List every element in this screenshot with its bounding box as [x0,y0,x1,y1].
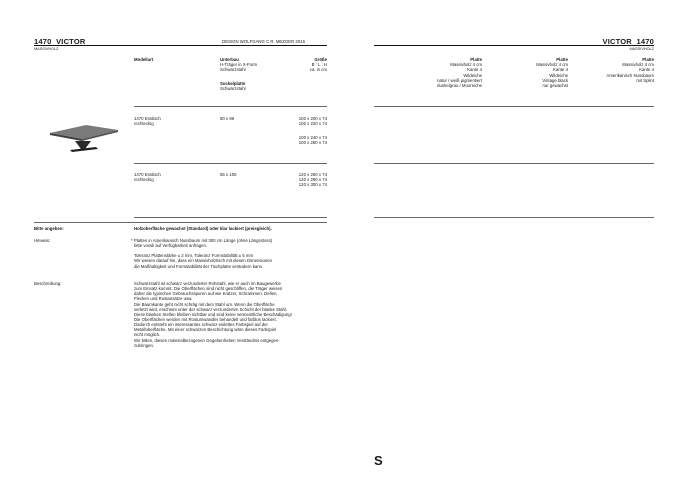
row2-model [134,172,161,182]
row-model-name: 1470 Esstisch [134,116,161,121]
platte-line: Massivholz 4 cm [536,62,568,68]
row2-sizes [268,172,327,188]
platte-line: Massivholz 4 cm [450,62,482,68]
platte-line: Vintage black [542,77,568,83]
platte-header: Platte [470,57,482,62]
brand-logo-icon [373,454,387,467]
size-value: 100 x 220 x 74 [298,121,327,127]
unterbau-text [220,62,257,72]
right-row-rule [374,217,654,218]
row1-sizes-b [268,135,327,145]
row-rule [134,106,327,107]
row1-base: 50 x 96 [220,116,235,121]
hinweis-line: Toleranz Plattenstärke ± 2 mm, Toleranz Formstabilität ± 5 mm [134,253,254,259]
platte-line: dunkelgrau / Mooreiche [437,82,482,88]
x-frame-base [70,141,98,152]
size-value: 120 x 300 x 74 [298,182,327,188]
beschreibung-line: Metalloberfläche. Mit einer schwarzen Beschichtung wäre dieses Farbspiel [134,327,277,333]
hinweis-line: bitte vorab auf Verfügbarkeit anfragen. [134,243,208,249]
groesse-line: ca. in cm [309,67,327,73]
row-model-shape: rechteckig [134,121,154,127]
beschreibung-line: Wir bitten, diesen materialbezogenen Gegebenheiten Verständnis entgegen- [134,337,280,343]
brand-logo [373,454,387,472]
groesse-line: B : L : H [311,62,327,68]
sockelplatte-value: Schwarzstahl [220,86,246,92]
hinweis-label: Hinweis: [34,238,51,243]
platte-column-1 [420,57,482,88]
hinweis-line: * Platten in Amerikanisch Nussbaum mit 300 cm Länge (ohne Längsstoss) [131,238,273,243]
platte-header: Platte [556,57,568,62]
platte-line: Kante 4 [467,67,482,73]
unterbau-line: Schwarzstahl [220,67,246,73]
beschreibung-line: verletzt wird, erscheint unter der schwarz verzunderten Schicht der blanke Stahl. [134,306,288,312]
beschreibung-text [134,281,292,348]
table-top [50,125,118,141]
design-credit: DESIGN WOLFGANG C.R. MEZGER 2016 [222,39,305,44]
size-value: 100 x 260 x 74 [298,140,327,146]
hinweis-line: die Maßhaltigkeit und Formstabilität der Tischplatte verändern kann. [134,263,264,269]
hinweis-line: Wir weisen darauf hin, dass ein Massivholztisch mit diesen Dimensionen [134,258,273,264]
table-illustration [48,122,120,152]
row-rule [134,163,327,164]
size-value: 120 x 280 x 74 [298,177,327,183]
header-unterbau: Unterbau [220,57,239,62]
size-value: 120 x 260 x 74 [298,172,327,177]
notes-rule [34,222,327,223]
beschreibung-line: nicht möglich. [134,332,161,338]
beschreibung-line: Dadurch entsteht ein interessantes schwarz-violettes Farbspiel auf der [134,322,268,328]
platte-column-3 [584,57,654,83]
row2-base: 55 x 106 [220,172,237,177]
platte-line: Kante 4 [553,67,568,73]
size-value: 100 x 200 x 74 [298,116,327,121]
unterbau-line: H-Träger in X-Form [220,62,258,68]
platte-line: Wildeiche [549,72,568,78]
beschreibung-line: Diese blanken Stellen bleiben sichtbar und sind keine vermeintliche Beschädigung! [134,311,292,317]
platte-header: Platte [642,57,654,62]
platte-line: Wildeiche [463,72,482,78]
platte-column-2 [506,57,568,88]
platte-line: Massivholz 4 cm [622,62,654,68]
platte-line: mit Splint [636,77,654,83]
platte-line: Amerikanisch Nussbaum [606,72,654,78]
beschreibung-line: zum Einsatz kommt. Die Oberflächen sind nicht geschliffen, die Träger weisen [134,286,283,292]
beschreibung-line: daher die typischen Gebrauchsspuren auf wie Kratzer, Schrammen, Dellen, [134,291,278,297]
left-model-name: VICTOR [56,37,86,46]
platte-line: Kante 4 [639,67,654,73]
row1-sizes-a [268,116,327,126]
right-model-number: 1470 [636,37,654,46]
row1-model [134,116,161,126]
platte-line: nur gewachst [542,82,568,88]
hinweis-text [131,238,272,269]
platte-line: natur / weiß pigmentiert [437,77,482,83]
left-subtitle: MASSIVHOLZ [34,47,59,51]
right-row-rule [374,106,654,107]
left-model-number: 1470 [34,37,52,46]
size-value: 100 x 240 x 74 [298,135,327,140]
row-rule [134,217,327,218]
right-subtitle: MASSIVHOLZ [629,47,654,51]
svg-text:S: S [374,454,383,467]
beschreibung-line: Die Oberflächen werden mit Rostumwandler behandelt und farblos lackiert. [134,316,277,322]
left-header-rule [34,45,327,46]
right-header-rule [374,45,654,46]
beschreibung-line: Flecken und Rostansätze usw. [134,296,193,302]
header-groesse: Größe [314,57,327,62]
groesse-text [268,62,327,72]
row-model-name: 1470 Esstisch [134,172,161,177]
beschreibung-line: Schwarzstahl ist schwarz verzunderter Rohstahl, wie er auch im Baugewerbe [134,281,281,286]
bitte-label: Bitte angeben: [34,226,64,231]
right-model-name: VICTOR [602,37,632,46]
bitte-text: Holzoberfläche gewachst (Standard) oder klar lackiert (preisgleich). [134,226,272,231]
beschreibung-line: Die Baumkante geht nicht schräg mit dem Stahl um. Wenn die Oberfläche [134,301,275,307]
right-row-rule [374,163,654,164]
header-modellart: Modellart [134,57,154,62]
row-model-shape: rechteckig [134,177,154,183]
sockelplatte-label: Sockelplatte [220,81,246,86]
beschreibung-line: zubringen. [134,342,155,348]
beschreibung-label: Beschreibung: [34,281,62,286]
